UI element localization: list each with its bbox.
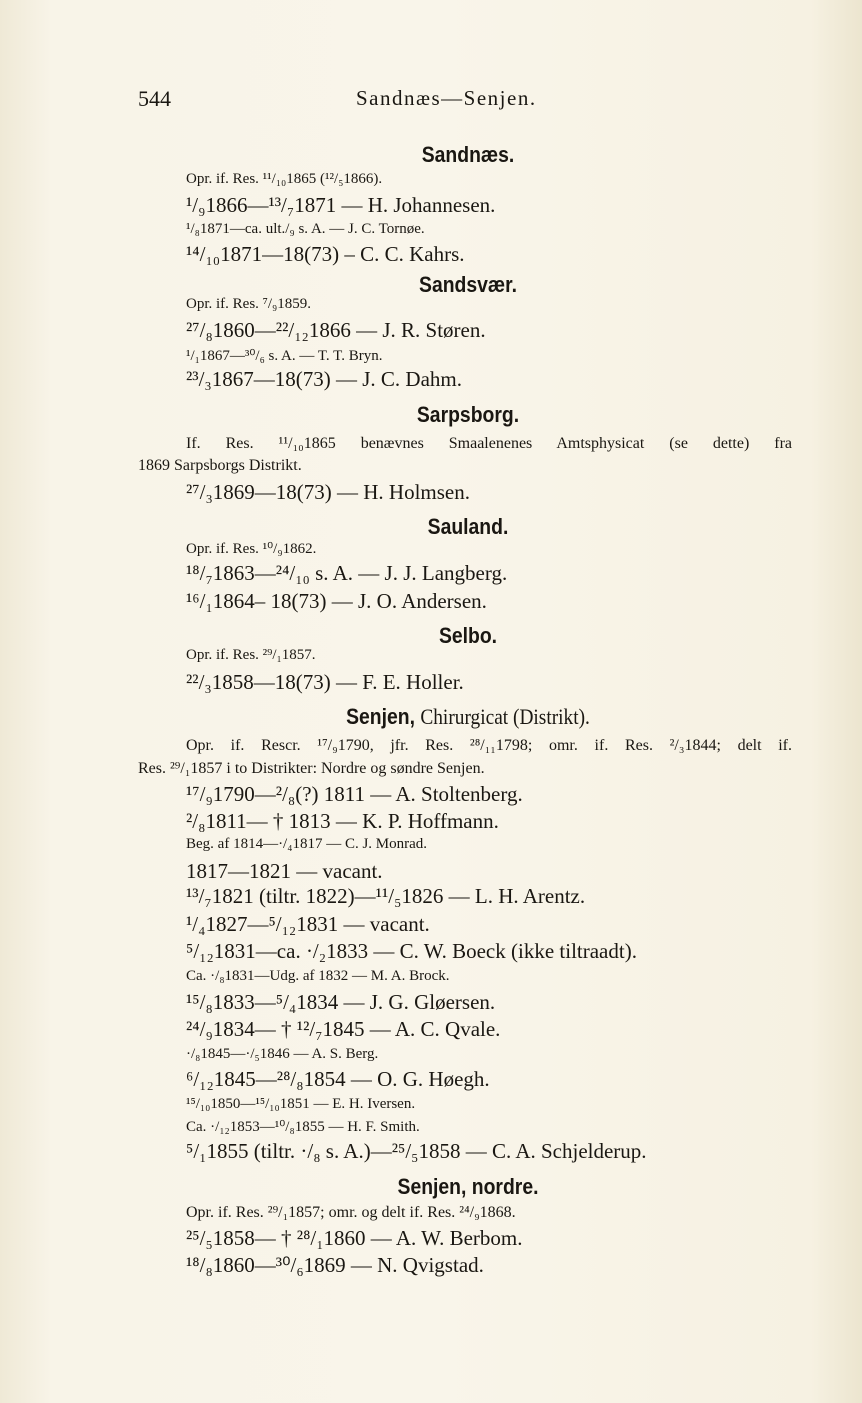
page-header (138, 86, 798, 120)
entry-line: ¹⁴/₁₀1871—18(73) – C. C. Kahrs. (186, 242, 465, 266)
entry-line: ¹/₈1871—ca. ult./₉ s. A. — J. C. Tornøe. (186, 221, 425, 237)
entry-line: If. Res. ¹¹/₁₀1865 benævnes Smaalenenes Amtsphysicat (se dette) fra (186, 435, 792, 452)
section-title-sandnaes: Sandnæs. (421, 142, 515, 167)
entry-line: Ca. ·/₁₂1853—¹⁰/₈1855 — H. F. Smith. (186, 1119, 420, 1135)
section-title-sarpsborg: Sarpsborg. (416, 402, 520, 427)
entry-line: ¹⁸/₇1863—²⁴/₁₀ s. A. — J. J. Langberg. (186, 561, 508, 585)
entry-line: Opr. if. Res. ²⁹/₁1857; omr. og delt if. Res. ²⁴/₉1868. (186, 1204, 516, 1221)
entry-line: Opr. if. Res. ¹⁰/₉1862. (186, 541, 317, 557)
entry-line: Ca. ·/₈1831—Udg. af 1832 — M. A. Brock. (186, 968, 450, 984)
entry-line: ⁵/₁1855 (tiltr. ·/₈ s. A.)—²⁵/₅1858 — C. A. Schjelderup. (186, 1139, 647, 1163)
entry-line: ²⁷/₃1869—18(73) — H. Holmsen. (186, 480, 471, 504)
entry-line: ¹⁵/₈1833—⁵/₄1834 — J. G. Gløersen. (186, 990, 496, 1014)
entry-line: 1817—1821 — vacant. (186, 859, 383, 883)
entry-line: ¹⁷/₉1790—²/₈(?) 1811 — A. Stoltenberg. (186, 782, 523, 806)
entry-line: ²/₈1811— † 1813 — K. P. Hoffmann. (186, 809, 499, 833)
entry-line: ¹/₉1866—¹³/₇1871 — H. Johannesen. (186, 193, 496, 217)
entry-line: Opr. if. Res. ²⁹/₁1857. (186, 647, 316, 663)
entry-line: ⁵/₁₂1831—ca. ·/₂1833 — C. W. Boeck (ikke tiltraadt). (186, 939, 637, 963)
section-title-senjen (178, 704, 759, 730)
entry-line: ¹/₁1867—³⁰/₆ s. A. — T. T. Bryn. (186, 348, 383, 364)
entry-line: ²⁴/₉1834— † ¹²/₇1845 — A. C. Qvale. (186, 1017, 501, 1041)
running-title: Sandnæs—Senjen. (356, 86, 537, 110)
section-title-senjen-subtitle: Chirurgicat (Distrikt). (420, 704, 590, 729)
entry-line: ²³/₃1867—18(73) — J. C. Dahm. (186, 367, 462, 391)
entry-line: ·/₈1845—·/₅1846 — A. S. Berg. (186, 1046, 379, 1062)
entry-line: Opr. if. Rescr. ¹⁷/₉1790, jfr. Res. ²⁸/₁₁1798; omr. if. Res. ²/₃1844; delt if. (186, 737, 792, 754)
section-title-sandsvaer: Sandsvær. (419, 272, 517, 297)
entry-line: ²⁵/₅1858— † ²⁸/₁1860 — A. W. Berbom. (186, 1226, 523, 1250)
entry-line: ¹/₄1827—⁵/₁₂1831 — vacant. (186, 912, 430, 936)
entry-line: Res. ²⁹/₁1857 i to Distrikter: Nordre og søndre Senjen. (138, 760, 485, 777)
entry-line: ¹⁸/₈1860—³⁰/₆1869 — N. Qvigstad. (186, 1253, 484, 1277)
entry-line: ¹³/₇1821 (tiltr. 1822)—¹¹/₅1826 — L. H. Arentz. (186, 884, 586, 908)
entry-line: ²⁷/₈1860—²²/₁₂1866 — J. R. Støren. (186, 318, 486, 342)
section-title-senjen-nordre: Senjen, nordre. (397, 1174, 539, 1199)
entry-line: ¹⁶/₁1864– 18(73) — J. O. Andersen. (186, 589, 487, 613)
entry-line: ²²/₃1858—18(73) — F. E. Holler. (186, 670, 464, 694)
entry-line: Opr. if. Res. ⁷/₉1859. (186, 296, 312, 312)
entry-line: Beg. af 1814—·/₄1817 — C. J. Monrad. (186, 836, 428, 852)
section-title-senjen-name: Senjen, (346, 704, 415, 729)
page-number: 544 (138, 86, 171, 111)
section-title-selbo: Selbo. (438, 623, 498, 648)
entry-line: ¹⁵/₁₀1850—¹⁵/₁₀1851 — E. H. Iversen. (186, 1096, 416, 1112)
entry-line: ⁶/₁₂1845—²⁸/₈1854 — O. G. Høegh. (186, 1067, 490, 1091)
section-title-sauland: Sauland. (427, 514, 509, 539)
entry-line: Opr. if. Res. ¹¹/₁₀1865 (¹²/₅1866). (186, 171, 383, 187)
entry-line: 1869 Sarpsborgs Distrikt. (138, 457, 302, 474)
